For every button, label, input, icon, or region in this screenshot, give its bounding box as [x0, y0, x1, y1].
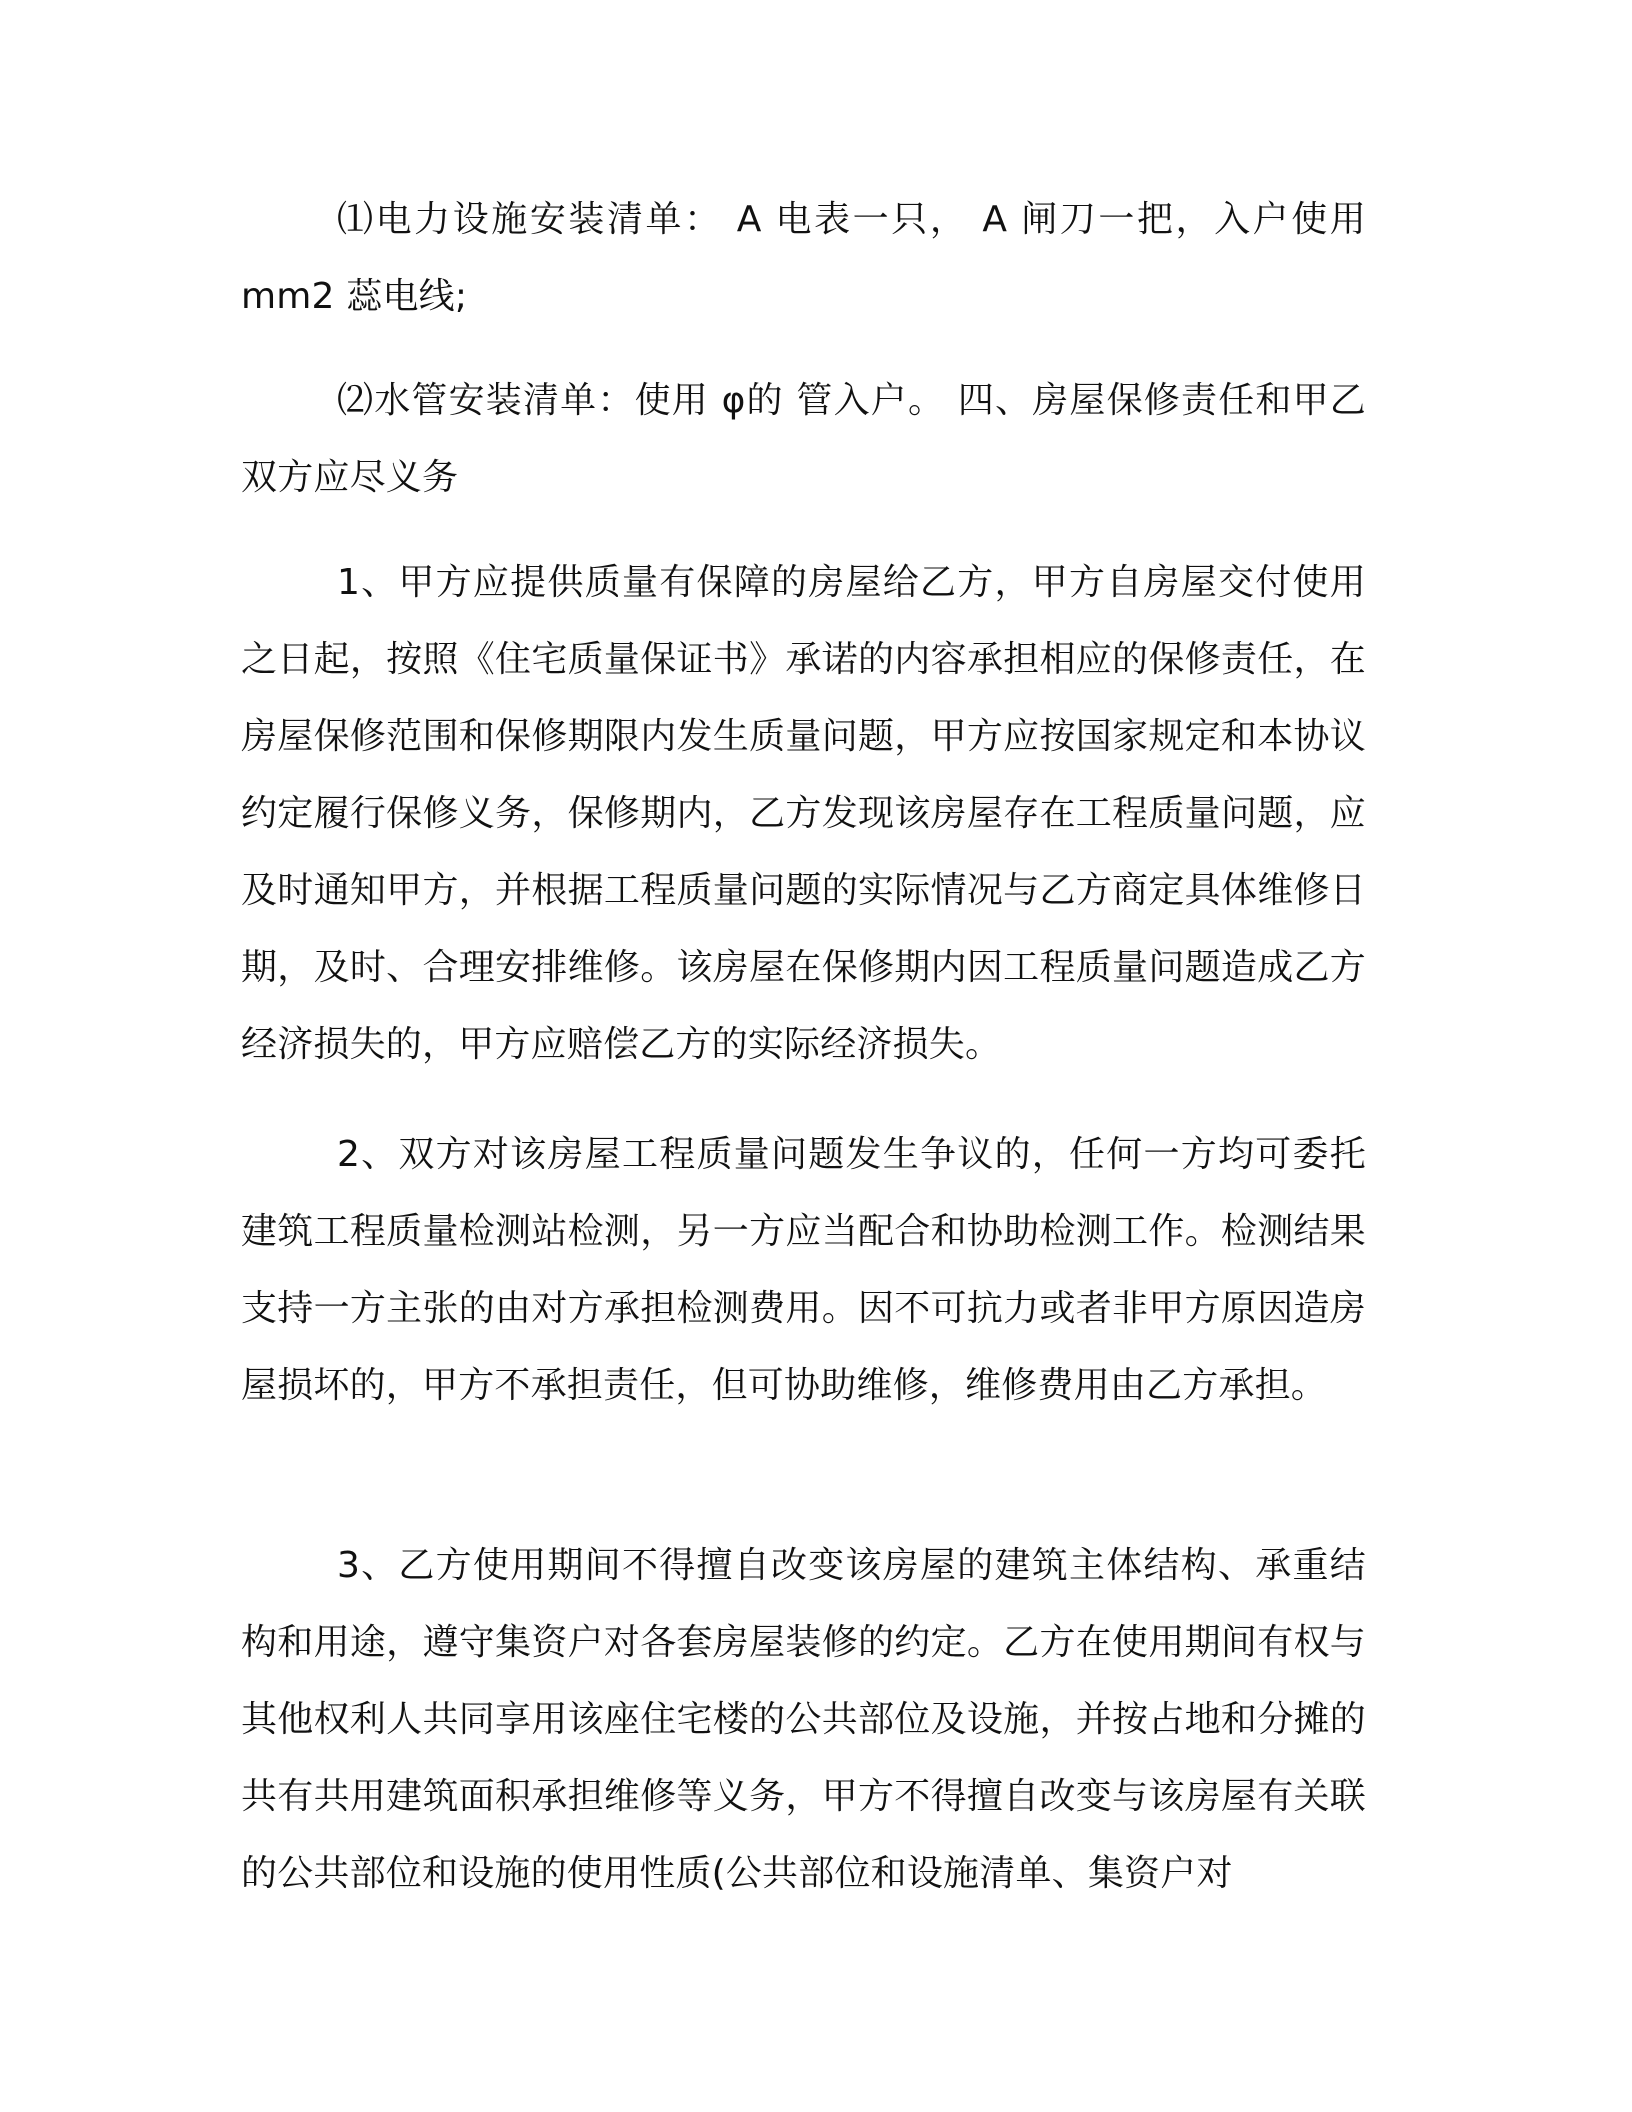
- paragraph-clause-3: 3、乙方使用期间不得擅自改变该房屋的建筑主体结构、承重结构和用途，遵守集资户对各套房屋装修的约定。乙方在使用期间有权与其他权利人共同享用该座住宅楼的公共部位及设施，并按占地和分摊的共有共用建筑面积承担维修等义务，甲方不得擅自改变与该房屋有关联的公共部位和设施的使用性质(公共部位和设施清单、集资户对: [241, 1545, 1366, 1894]
- paragraph-electrical-list: ⑴电力设施安装清单： A 电表一只， A 闸刀一把，入户使用 mm2 蕊电线;: [241, 199, 1366, 317]
- paragraph-clause-2: 2、双方对该房屋工程质量问题发生争议的，任何一方均可委托建筑工程质量检测站检测，另一方应当配合和协助检测工作。检测结果支持一方主张的由对方承担检测费用。因不可抗力或者非甲方原因造房屋损坏的，甲方不承担责任，但可协助维修，维修费用由乙方承担。: [241, 1134, 1366, 1406]
- paragraph-clause-1: 1、甲方应提供质量有保障的房屋给乙方，甲方自房屋交付使用之日起，按照《住宅质量保证书》承诺的内容承担相应的保修责任，在房屋保修范围和保修期限内发生质量问题，甲方应按国家规定和本协议约定履行保修义务，保修期内，乙方发现该房屋存在工程质量问题，应及时通知甲方，并根据工程质量问题的实际情况与乙方商定具体维修日期，及时、合理安排维修。该房屋在保修期内因工程质量问题造成乙方经济损失的，甲方应赔偿乙方的实际经济损失。: [241, 562, 1366, 1065]
- paragraph-water-pipe-list: ⑵水管安装清单：使用 φ的 管入户。 四、房屋保修责任和甲乙双方应尽义务: [241, 380, 1366, 498]
- document-page: [241, 0, 1366, 2112]
